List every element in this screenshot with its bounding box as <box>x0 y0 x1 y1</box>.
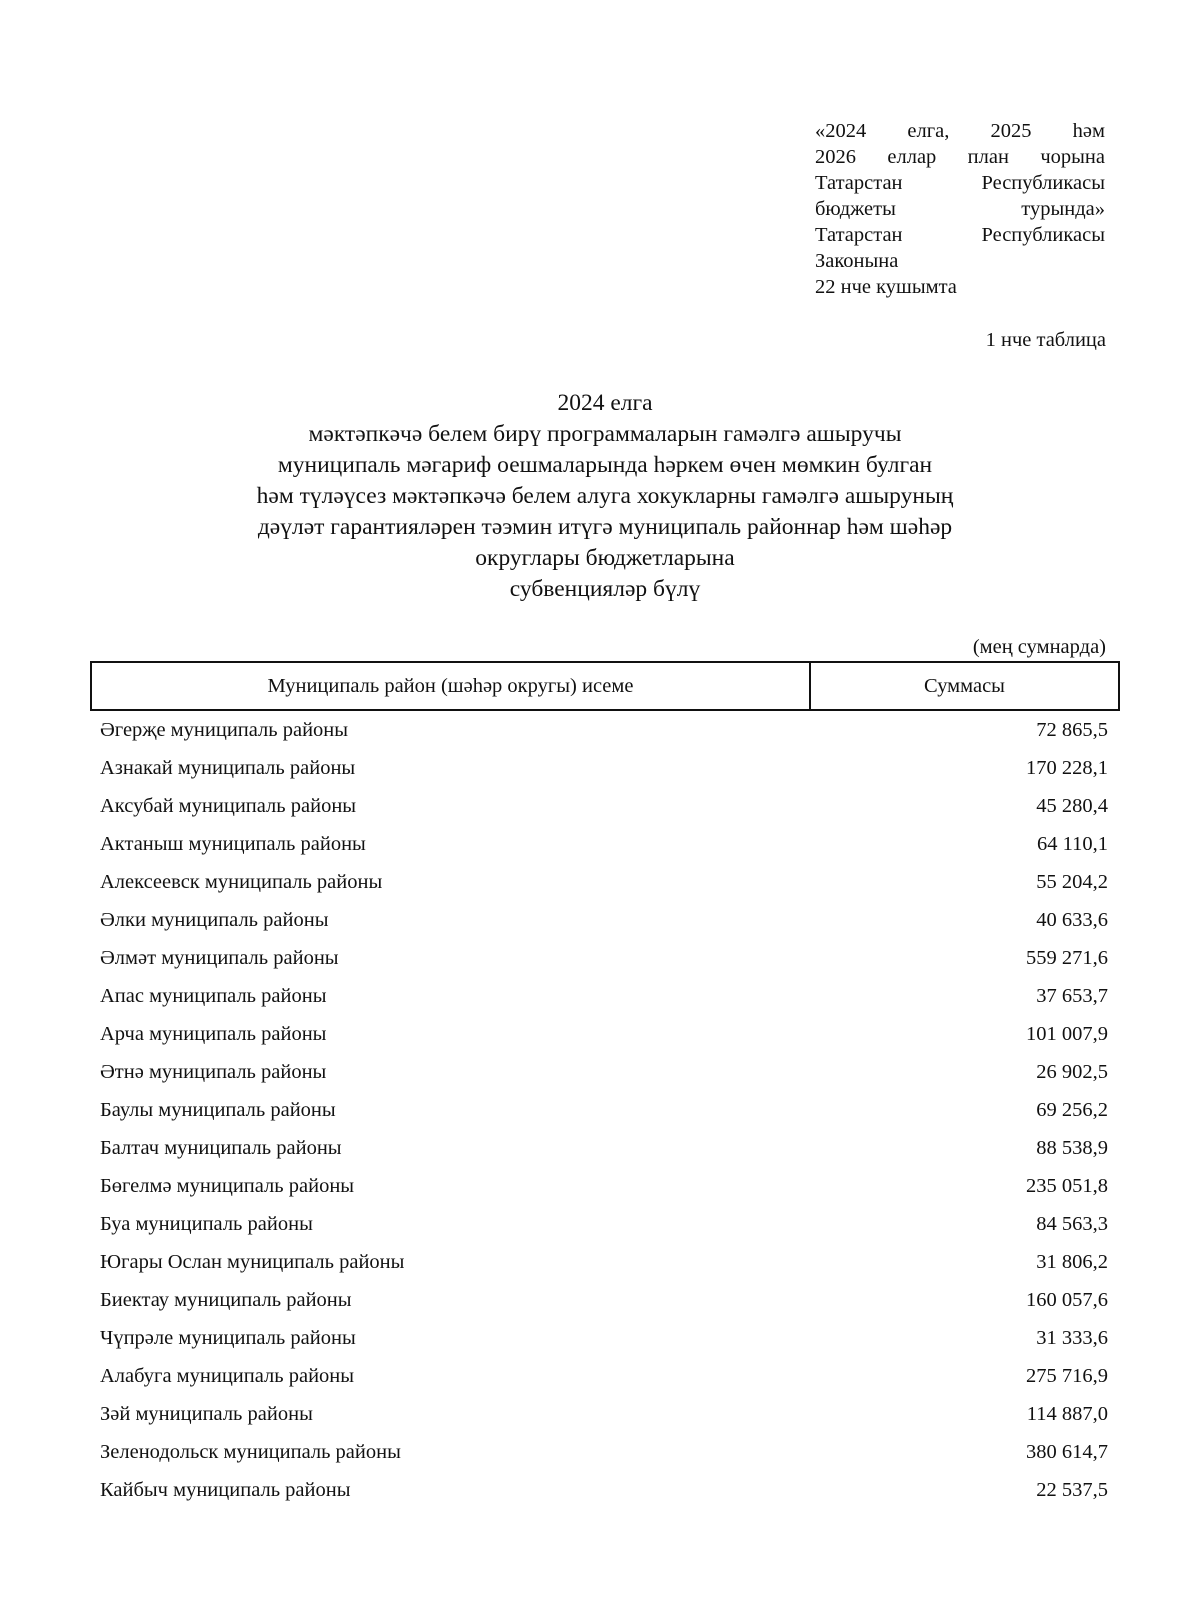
title-line: муниципаль мәгариф оешмаларында һәркем өчен мөмкин булган <box>277 452 933 478</box>
row-name: Балтач муниципаль районы <box>100 1136 342 1159</box>
row-amount: 170 228,1 <box>1026 756 1108 779</box>
row-name: Бөгелмә муниципаль районы <box>100 1174 355 1197</box>
title-line: округлары бюджетларына <box>475 545 735 571</box>
table-row <box>100 1243 1108 1281</box>
row-amount: 559 271,6 <box>1026 946 1108 969</box>
row-name: Апас муниципаль районы <box>100 984 327 1007</box>
table-row <box>100 1471 1108 1509</box>
table-row <box>100 1129 1108 1167</box>
table-row <box>100 1053 1108 1091</box>
row-amount: 235 051,8 <box>1026 1174 1108 1197</box>
row-amount: 31 806,2 <box>1036 1250 1108 1273</box>
table-row <box>100 749 1108 787</box>
row-name: Әлки муниципаль районы <box>100 908 329 931</box>
row-amount: 88 538,9 <box>1036 1136 1108 1159</box>
row-name: Алабуга муниципаль районы <box>100 1364 355 1387</box>
row-name: Чүпрәле муниципаль районы <box>100 1326 356 1349</box>
row-name: Зәй муниципаль районы <box>100 1402 313 1425</box>
row-name: Әлмәт муниципаль районы <box>100 946 339 969</box>
row-name: Кайбыч муниципаль районы <box>100 1478 351 1501</box>
row-amount: 72 865,5 <box>1036 718 1108 741</box>
table-number: 1 нче таблица <box>985 329 1106 351</box>
appendix-note-line: Татарстан Республикасы <box>815 172 1105 194</box>
table-row <box>100 711 1108 749</box>
appendix-note-line: 22 нче кушымта <box>815 276 957 298</box>
appendix-note-line: «2024 елга, 2025 һәм <box>815 120 1105 142</box>
row-name: Югары Ослан муниципаль районы <box>100 1250 405 1273</box>
document-title <box>90 388 1120 605</box>
appendix-note-line: 2026 еллар план чорына <box>815 146 1105 168</box>
row-amount: 45 280,4 <box>1036 794 1108 817</box>
row-name: Әгерҗе муниципаль районы <box>100 718 349 741</box>
row-amount: 22 537,5 <box>1036 1478 1108 1501</box>
table-row <box>100 977 1108 1015</box>
row-name: Азнакай муниципаль районы <box>100 756 356 779</box>
header-name-column: Муниципаль район (шәһәр округы) исеме <box>92 663 811 709</box>
row-amount: 64 110,1 <box>1037 832 1108 855</box>
table-row <box>100 1091 1108 1129</box>
header-sum-column: Суммасы <box>924 674 1005 697</box>
row-name: Зеленодольск муниципаль районы <box>100 1440 401 1463</box>
table-row <box>100 1167 1108 1205</box>
row-name: Буа муниципаль районы <box>100 1212 313 1235</box>
appendix-note <box>815 118 1105 300</box>
row-amount: 69 256,2 <box>1036 1098 1108 1121</box>
row-amount: 40 633,6 <box>1036 908 1108 931</box>
row-amount: 37 653,7 <box>1036 984 1108 1007</box>
row-name: Алексеевск муниципаль районы <box>100 870 383 893</box>
title-line: 2024 елга <box>557 390 653 416</box>
row-amount: 84 563,3 <box>1036 1212 1108 1235</box>
table-row <box>100 825 1108 863</box>
appendix-note-line: Татарстан Республикасы <box>815 224 1105 246</box>
table-body <box>100 711 1108 1509</box>
title-line: мәктәпкәчә белем бирү программаларын гамәлгә ашыручы <box>308 421 902 447</box>
table-row <box>100 1319 1108 1357</box>
row-amount: 275 716,9 <box>1026 1364 1108 1387</box>
table-row <box>100 1433 1108 1471</box>
row-name: Аксубай муниципаль районы <box>100 794 357 817</box>
table-row <box>100 939 1108 977</box>
title-line: дәүләт гарантияләрен тәэмин итүгә муниципаль районнар һәм шәһәр <box>257 514 953 540</box>
table-row <box>100 901 1108 939</box>
units-label: (мең сумнарда) <box>972 636 1106 658</box>
row-name: Баулы муниципаль районы <box>100 1098 336 1121</box>
table-row <box>100 1015 1108 1053</box>
appendix-note-line: Законына <box>815 250 899 272</box>
row-amount: 114 887,0 <box>1026 1402 1108 1425</box>
title-line: һәм түләүсез мәктәпкәчә белем алуга хокукларны гамәлгә ашыруның <box>256 483 954 509</box>
row-name: Актаныш муниципаль районы <box>100 832 366 855</box>
row-name: Әтнә муниципаль районы <box>100 1060 327 1083</box>
row-amount: 160 057,6 <box>1026 1288 1108 1311</box>
title-line: субвенцияләр бүлү <box>509 576 701 602</box>
row-amount: 31 333,6 <box>1036 1326 1108 1349</box>
row-amount: 101 007,9 <box>1026 1022 1108 1045</box>
table-row <box>100 1281 1108 1319</box>
table-row <box>100 787 1108 825</box>
row-amount: 26 902,5 <box>1036 1060 1108 1083</box>
table-header <box>90 661 1120 711</box>
table-row <box>100 1205 1108 1243</box>
row-name: Биектау муниципаль районы <box>100 1288 352 1311</box>
table-row <box>100 863 1108 901</box>
table-row <box>100 1357 1108 1395</box>
appendix-note-line: бюджеты турында» <box>815 198 1105 220</box>
row-name: Арча муниципаль районы <box>100 1022 327 1045</box>
row-amount: 380 614,7 <box>1026 1440 1108 1463</box>
table-row <box>100 1395 1108 1433</box>
row-amount: 55 204,2 <box>1036 870 1108 893</box>
